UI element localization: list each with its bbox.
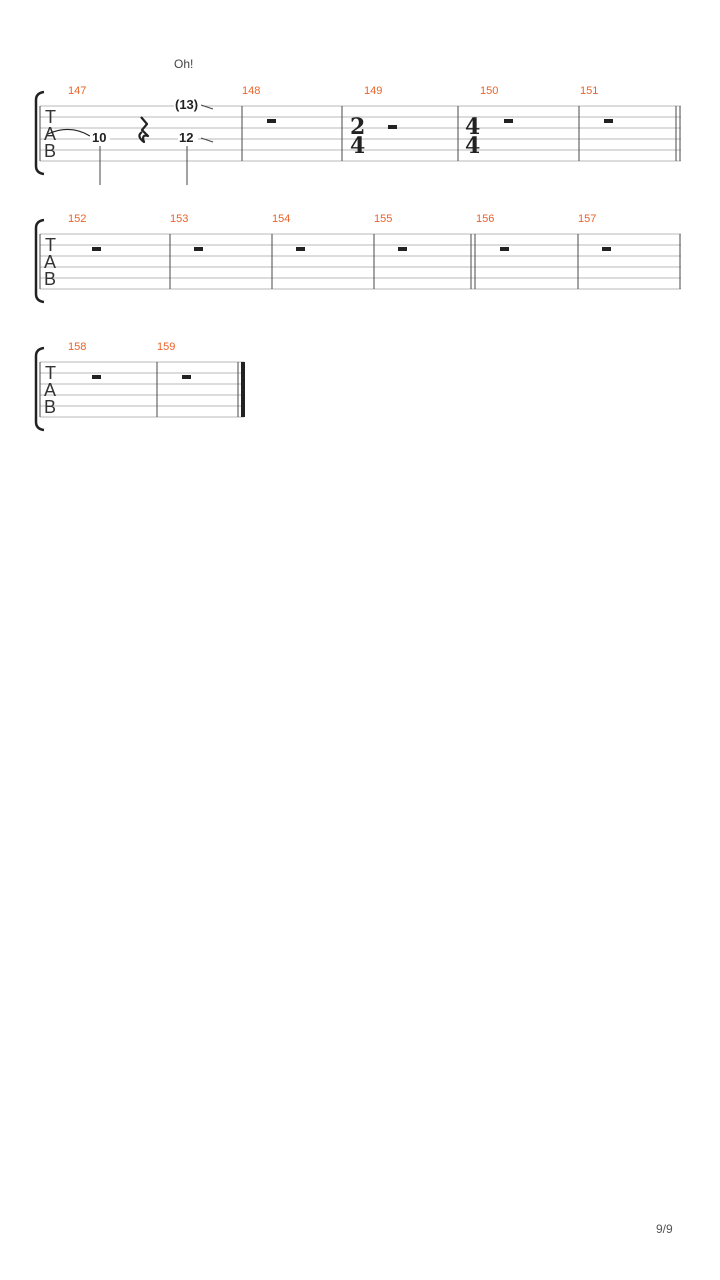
measure-number-156: 156 (476, 213, 495, 225)
measure-number-149: 149 (364, 85, 383, 97)
measure-rest (388, 125, 397, 129)
time-signature-bottom: 4 (350, 133, 366, 159)
final-barline (241, 362, 245, 417)
tab-label-b: B (44, 141, 57, 161)
measure-number-148: 148 (242, 85, 261, 97)
measure-number-155: 155 (374, 213, 393, 225)
quarter-rest (139, 117, 148, 142)
measure-rest (604, 119, 613, 123)
system-3-staff-lines (40, 362, 244, 417)
tab-label-t: T (45, 235, 56, 255)
ghost-fret-number-13: (13) (175, 97, 199, 112)
fret-number-10: 10 (92, 130, 107, 145)
measure-rest (182, 375, 191, 379)
measure-number-158: 158 (68, 341, 87, 353)
tab-score (0, 0, 720, 460)
measure-number-150: 150 (480, 85, 499, 97)
measure-number-152: 152 (68, 213, 87, 225)
time-signature-top: 4 (465, 114, 481, 140)
measure-number-154: 154 (272, 213, 291, 225)
measure-rest (500, 247, 509, 251)
tab-label-b: B (44, 397, 57, 417)
system-3 (36, 341, 245, 430)
tab-label-t: T (45, 363, 56, 383)
measure-rest (602, 247, 611, 251)
measure-number-157: 157 (578, 213, 597, 225)
system-1 (36, 57, 681, 185)
time-signature-bottom: 4 (465, 133, 481, 159)
measure-rest (296, 247, 305, 251)
time-signature-top: 2 (350, 114, 366, 140)
measure-number-151: 151 (580, 85, 599, 97)
tab-label-a: A (44, 124, 57, 144)
measure-rest (398, 247, 407, 251)
measure-number-147: 147 (68, 85, 87, 97)
measure-rest (267, 119, 276, 123)
tab-label-a: A (44, 380, 57, 400)
measure-number-159: 159 (157, 341, 176, 353)
page-number: 9/9 (656, 1222, 673, 1236)
measure-rest (194, 247, 203, 251)
measure-rest (504, 119, 513, 123)
measure-rest (92, 375, 101, 379)
measure-rest (92, 247, 101, 251)
tab-label-b: B (44, 269, 57, 289)
system-2-staff-lines (40, 234, 681, 289)
measure-number-153: 153 (170, 213, 189, 225)
fret-number-12: 12 (179, 130, 194, 145)
system-2 (36, 213, 681, 302)
lyric-text: Oh! (174, 57, 194, 71)
tab-label-a: A (44, 252, 57, 272)
tab-label-t: T (45, 107, 56, 127)
